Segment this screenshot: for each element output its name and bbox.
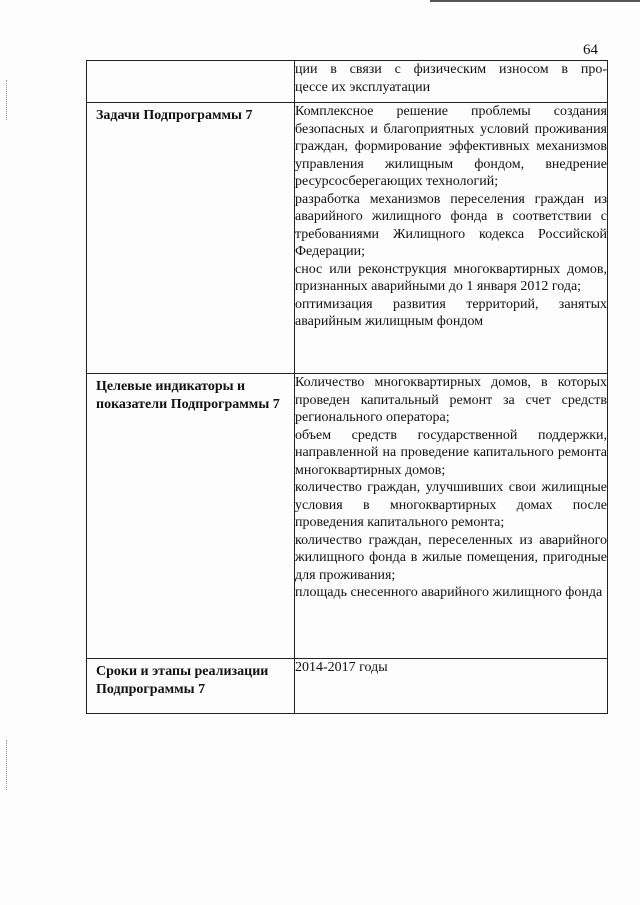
table-row xyxy=(87,61,608,103)
margin-dots xyxy=(6,740,11,790)
content-cell xyxy=(295,659,608,714)
paragraph: площадь снесенного аварийного жилищного фонда xyxy=(295,585,603,600)
page-number: 64 xyxy=(583,42,598,58)
label-cell xyxy=(87,374,295,659)
label-cell xyxy=(87,659,295,714)
paragraph: снос или реконструкция многоквартирных домов, признанных аварийными до 1 января 2012 года; xyxy=(295,261,607,294)
paragraph: количество граждан, переселенных из аварийного жилищного фонда в жилые помещения, пригодные для проживания; xyxy=(295,532,607,583)
subprogram-passport-table xyxy=(86,60,608,714)
row-label: Задачи Подпрограммы 7 xyxy=(96,108,253,123)
paragraph: ции в связи с физическим износом в про- xyxy=(295,62,607,77)
row-label: Сроки и этапы реализации Подпрограммы 7 xyxy=(96,664,269,697)
paragraph: 2014-2017 годы xyxy=(295,660,388,675)
content-cell xyxy=(295,103,608,374)
paragraph: оптимизация развития территорий, занятых аварийным жилищным фондом xyxy=(295,296,607,329)
paragraph: объем средств государственной поддержки, направленной на проведение капитального ремонта многоквартирных домов; xyxy=(295,427,607,478)
margin-dots xyxy=(6,80,11,120)
paragraph: разработка механизмов переселения граждан из аварийного жилищного фонда в соответствии с требованиями Жилищного кодекса Российской Федерации; xyxy=(295,191,607,259)
paragraph: количество граждан, улучшивших свои жилищные условия в многоквартирных домах после проведения капитального ремонта; xyxy=(295,480,607,530)
row-label xyxy=(87,61,294,65)
table-row xyxy=(87,103,608,374)
paragraph: цессе их эксплуатации xyxy=(295,79,431,95)
row-label: Целевые индикаторы и показатели Подпрограммы 7 xyxy=(96,379,280,412)
label-cell xyxy=(87,61,295,103)
table-row xyxy=(87,659,608,714)
table-row xyxy=(87,374,608,659)
label-cell xyxy=(87,103,295,374)
scan-edge-mark xyxy=(430,0,640,2)
paragraph: Количество многоквартирных домов, в которых проведен капитальный ремонт за счет средств регионального оператора; xyxy=(295,375,607,425)
content-cell xyxy=(295,61,608,103)
content-cell xyxy=(295,374,608,659)
paragraph: Комплексное решение проблемы создания безопасных и благоприятных условий проживания граждан, формирование эффективных механизмов управления жилищным фондом, внедрение ресурсосберегающих технологий; xyxy=(295,104,607,189)
